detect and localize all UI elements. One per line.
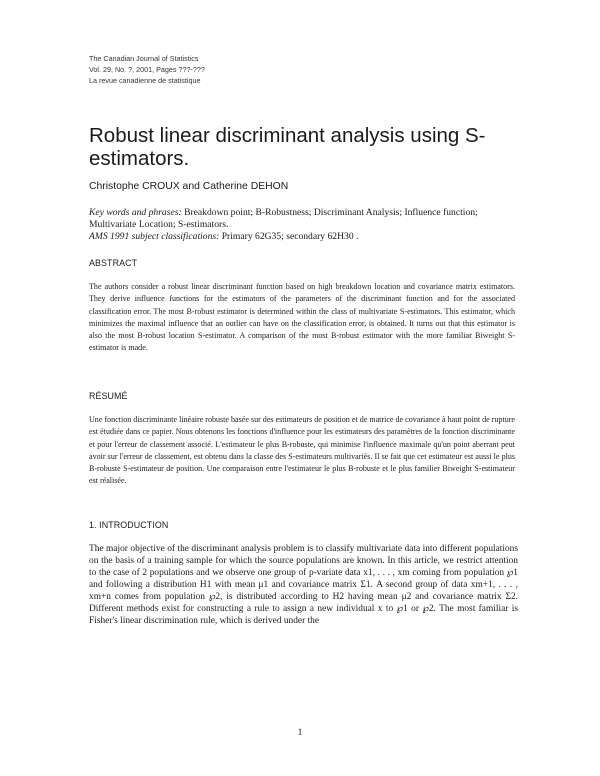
keywords-text: Breakdown point; B-Robustness; Discriminant Analysis; Influence function; Multivariate Location; S-estimators. [89,207,478,231]
resume-heading: RÉSUMÉ [89,391,128,401]
journal-header [89,54,205,86]
keywords-block [89,207,521,244]
paper-authors: Christophe CROUX and Catherine DEHON [89,181,289,192]
introduction-text: The major objective of the discriminant analysis problem is to classify multivariate data into different populations on the basis of a training sample for which the source populations are known. In this article, we restrict attention to the case of 2 populations and we observe one group of p-variate data x1, . . . , xm coming from population ℘1 and following a distribution H1 with mean μ1 and covariance matrix Σ1. A second group of data xm+1, . . . , xm+n comes from population ℘2, is distributed according to H2 having mean μ2 and covariance matrix Σ2. Different methods exist for constructing a rule to assign a new individual x to ℘1 or ℘2. The most familiar is Fisher's linear discrimination rule, which is derived under the [89,544,518,626]
ams-text: Primary 62G35; secondary 62H30 . [221,231,359,243]
journal-name: The Canadian Journal of Statistics [89,54,199,63]
journal-volume: Vol. 29, No. ?, 2001, Pages ???-??? [89,64,205,74]
journal-french-name: La revue canadienne de statistique [89,75,201,85]
resume-text: Une fonction discriminante linéaire robuste basée sur des estimateurs de position et de matrice de covariance à haut point de rupture est étudiée dans ce papier. Nous obtenons les fonctions d'influence pour les estimateurs des paramètres de la fonction discriminante et pour l'erreur de classement associé. L'estimateur le plus B-robuste, qui minimise l'influence maximale qu'un point aberrant peut avoir sur l'erreur de classement, est obtenu dans la classe des S-estimateurs multivariés. Il se fait que cet estimateur est aussi le plus B-robuste S-estimateur de position. Une comparaison entre l'estimateur le plus B-robuste et le plus familier Biweight S-estimateur est réalisée. [89,415,515,486]
abstract-heading: ABSTRACT [89,258,138,268]
introduction-heading: 1. INTRODUCTION [89,520,169,530]
page-number: 1 [297,728,303,738]
abstract-text: The authors consider a robust linear discriminant function based on high breakdown location and covariance matrix estimators. They derive influence functions for the estimators of the parameters of the discriminant function and for the associated classification error. The most B-robust estimator is determined within the class of multivariate S-estimators. This estimator, which minimizes the maximal influence that an outlier can have on the classification error, is obtained. It turns out that this estimator is also the most B-robust location S-estimator. A comparison of the most B-robust estimator with the more familiar Biweight S-estimator is made. [89,282,515,353]
paper-title: Robust linear discriminant analysis using S-estimators. [89,124,486,170]
keywords-label: Key words and phrases: [89,207,182,218]
ams-label: AMS 1991 subject classifications: [89,231,220,243]
